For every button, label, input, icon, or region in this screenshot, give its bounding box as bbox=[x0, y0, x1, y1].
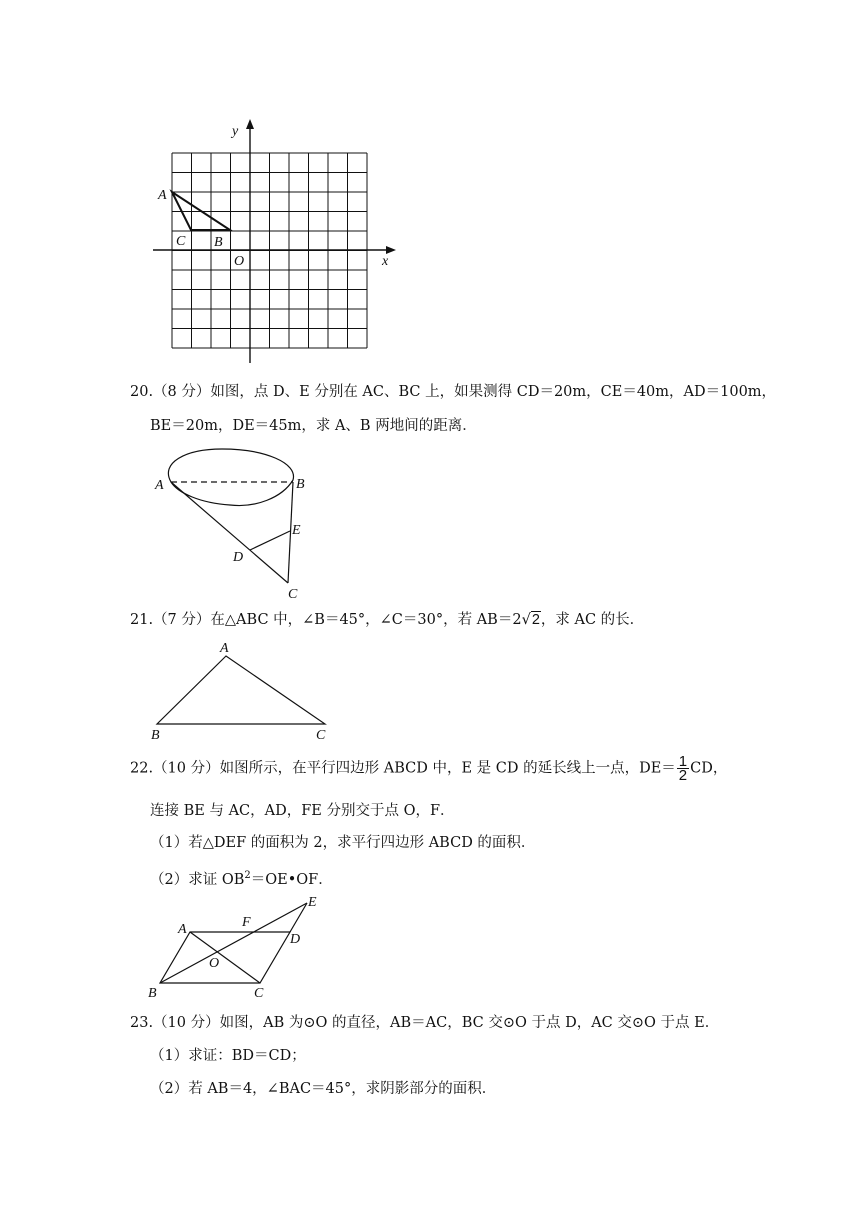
segment-be bbox=[160, 903, 307, 983]
question-22-part-2-after: ＝OE•OF． bbox=[250, 871, 333, 888]
sqrt-symbol: √ bbox=[521, 612, 531, 628]
fraction-numerator: 1 bbox=[678, 753, 688, 770]
label-c: C bbox=[316, 728, 326, 743]
question-23-line-1: 23.（10 分）如图，AB 为⊙O 的直径，AB＝AC，BC 交⊙O 于点 D，AC 交⊙O 于点 E． bbox=[130, 1015, 720, 1031]
label-c: C bbox=[254, 986, 264, 1001]
label-d: D bbox=[290, 932, 301, 947]
question-20-line-1: 20.（8 分）如图，点 D、E 分别在 AC、BC 上，如果测得 CD＝20m，CE＝40m，AD＝100m， bbox=[130, 384, 777, 400]
label-e: E bbox=[308, 895, 317, 910]
label-d: D bbox=[233, 550, 244, 565]
label-a: A bbox=[155, 478, 164, 493]
point-a-label: A bbox=[158, 188, 167, 203]
question-22-line-2: 连接 BE 与 AC，AD，FE 分别交于点 O，F． bbox=[150, 803, 455, 819]
coordinate-grid-figure bbox=[150, 115, 400, 365]
x-axis-label: x bbox=[382, 254, 389, 269]
question-22-part-1: （1）若△DEF 的面积为 2，求平行四边形 ABCD 的面积． bbox=[150, 835, 536, 851]
question-21-figure bbox=[145, 638, 345, 743]
fraction-one-half bbox=[677, 755, 689, 782]
label-b: B bbox=[296, 477, 305, 492]
label-f: F bbox=[242, 915, 251, 930]
origin-label: O bbox=[234, 254, 245, 269]
question-23-part-2: （2）若 AB＝4，∠BAC＝45°，求阴影部分的面积． bbox=[150, 1081, 497, 1097]
question-22-figure bbox=[140, 888, 340, 1003]
question-21-before: 21.（7 分）在△ABC 中，∠B＝45°，∠C＝30°，若 AB＝2 bbox=[130, 612, 522, 628]
superscript-2: 2 bbox=[244, 870, 251, 881]
question-22-line-1-before: 22.（10 分）如图所示，在平行四边形 ABCD 中，E 是 CD 的延长线上一点，DE＝ bbox=[130, 760, 676, 777]
question-21-after: ，求 AC 的长． bbox=[540, 612, 645, 628]
segment-de bbox=[250, 531, 290, 550]
fraction-denominator: 2 bbox=[678, 767, 688, 784]
point-b-label: B bbox=[214, 235, 223, 250]
question-21-text bbox=[130, 610, 644, 630]
question-21-radicand: 2 bbox=[531, 612, 540, 628]
label-o: O bbox=[209, 956, 220, 971]
label-a: A bbox=[220, 641, 229, 656]
segment-ac bbox=[171, 482, 288, 583]
label-c: C bbox=[288, 587, 298, 602]
label-e: E bbox=[292, 523, 301, 538]
triangle-abc-q21 bbox=[157, 656, 325, 724]
question-23-part-1: （1）求证：BD＝CD； bbox=[150, 1048, 306, 1064]
question-20-line-2: BE＝20m，DE＝45m，求 A、B 两地间的距离． bbox=[150, 418, 477, 434]
diagonal-ac bbox=[190, 932, 260, 983]
question-22-part-2 bbox=[150, 866, 333, 890]
question-22-line-1 bbox=[130, 755, 727, 782]
question-22-part-2-before: （2）求证 OB bbox=[150, 871, 245, 888]
label-b: B bbox=[148, 986, 157, 1001]
point-c-label: C bbox=[176, 234, 186, 249]
label-b: B bbox=[151, 728, 160, 743]
y-axis-arrow bbox=[246, 119, 254, 129]
question-22-line-1-after: CD， bbox=[690, 760, 728, 777]
x-axis-arrow bbox=[386, 246, 396, 254]
question-20-figure bbox=[150, 443, 320, 603]
pond-shape bbox=[168, 449, 293, 506]
label-a: A bbox=[178, 922, 187, 937]
y-axis-label: y bbox=[232, 124, 239, 139]
